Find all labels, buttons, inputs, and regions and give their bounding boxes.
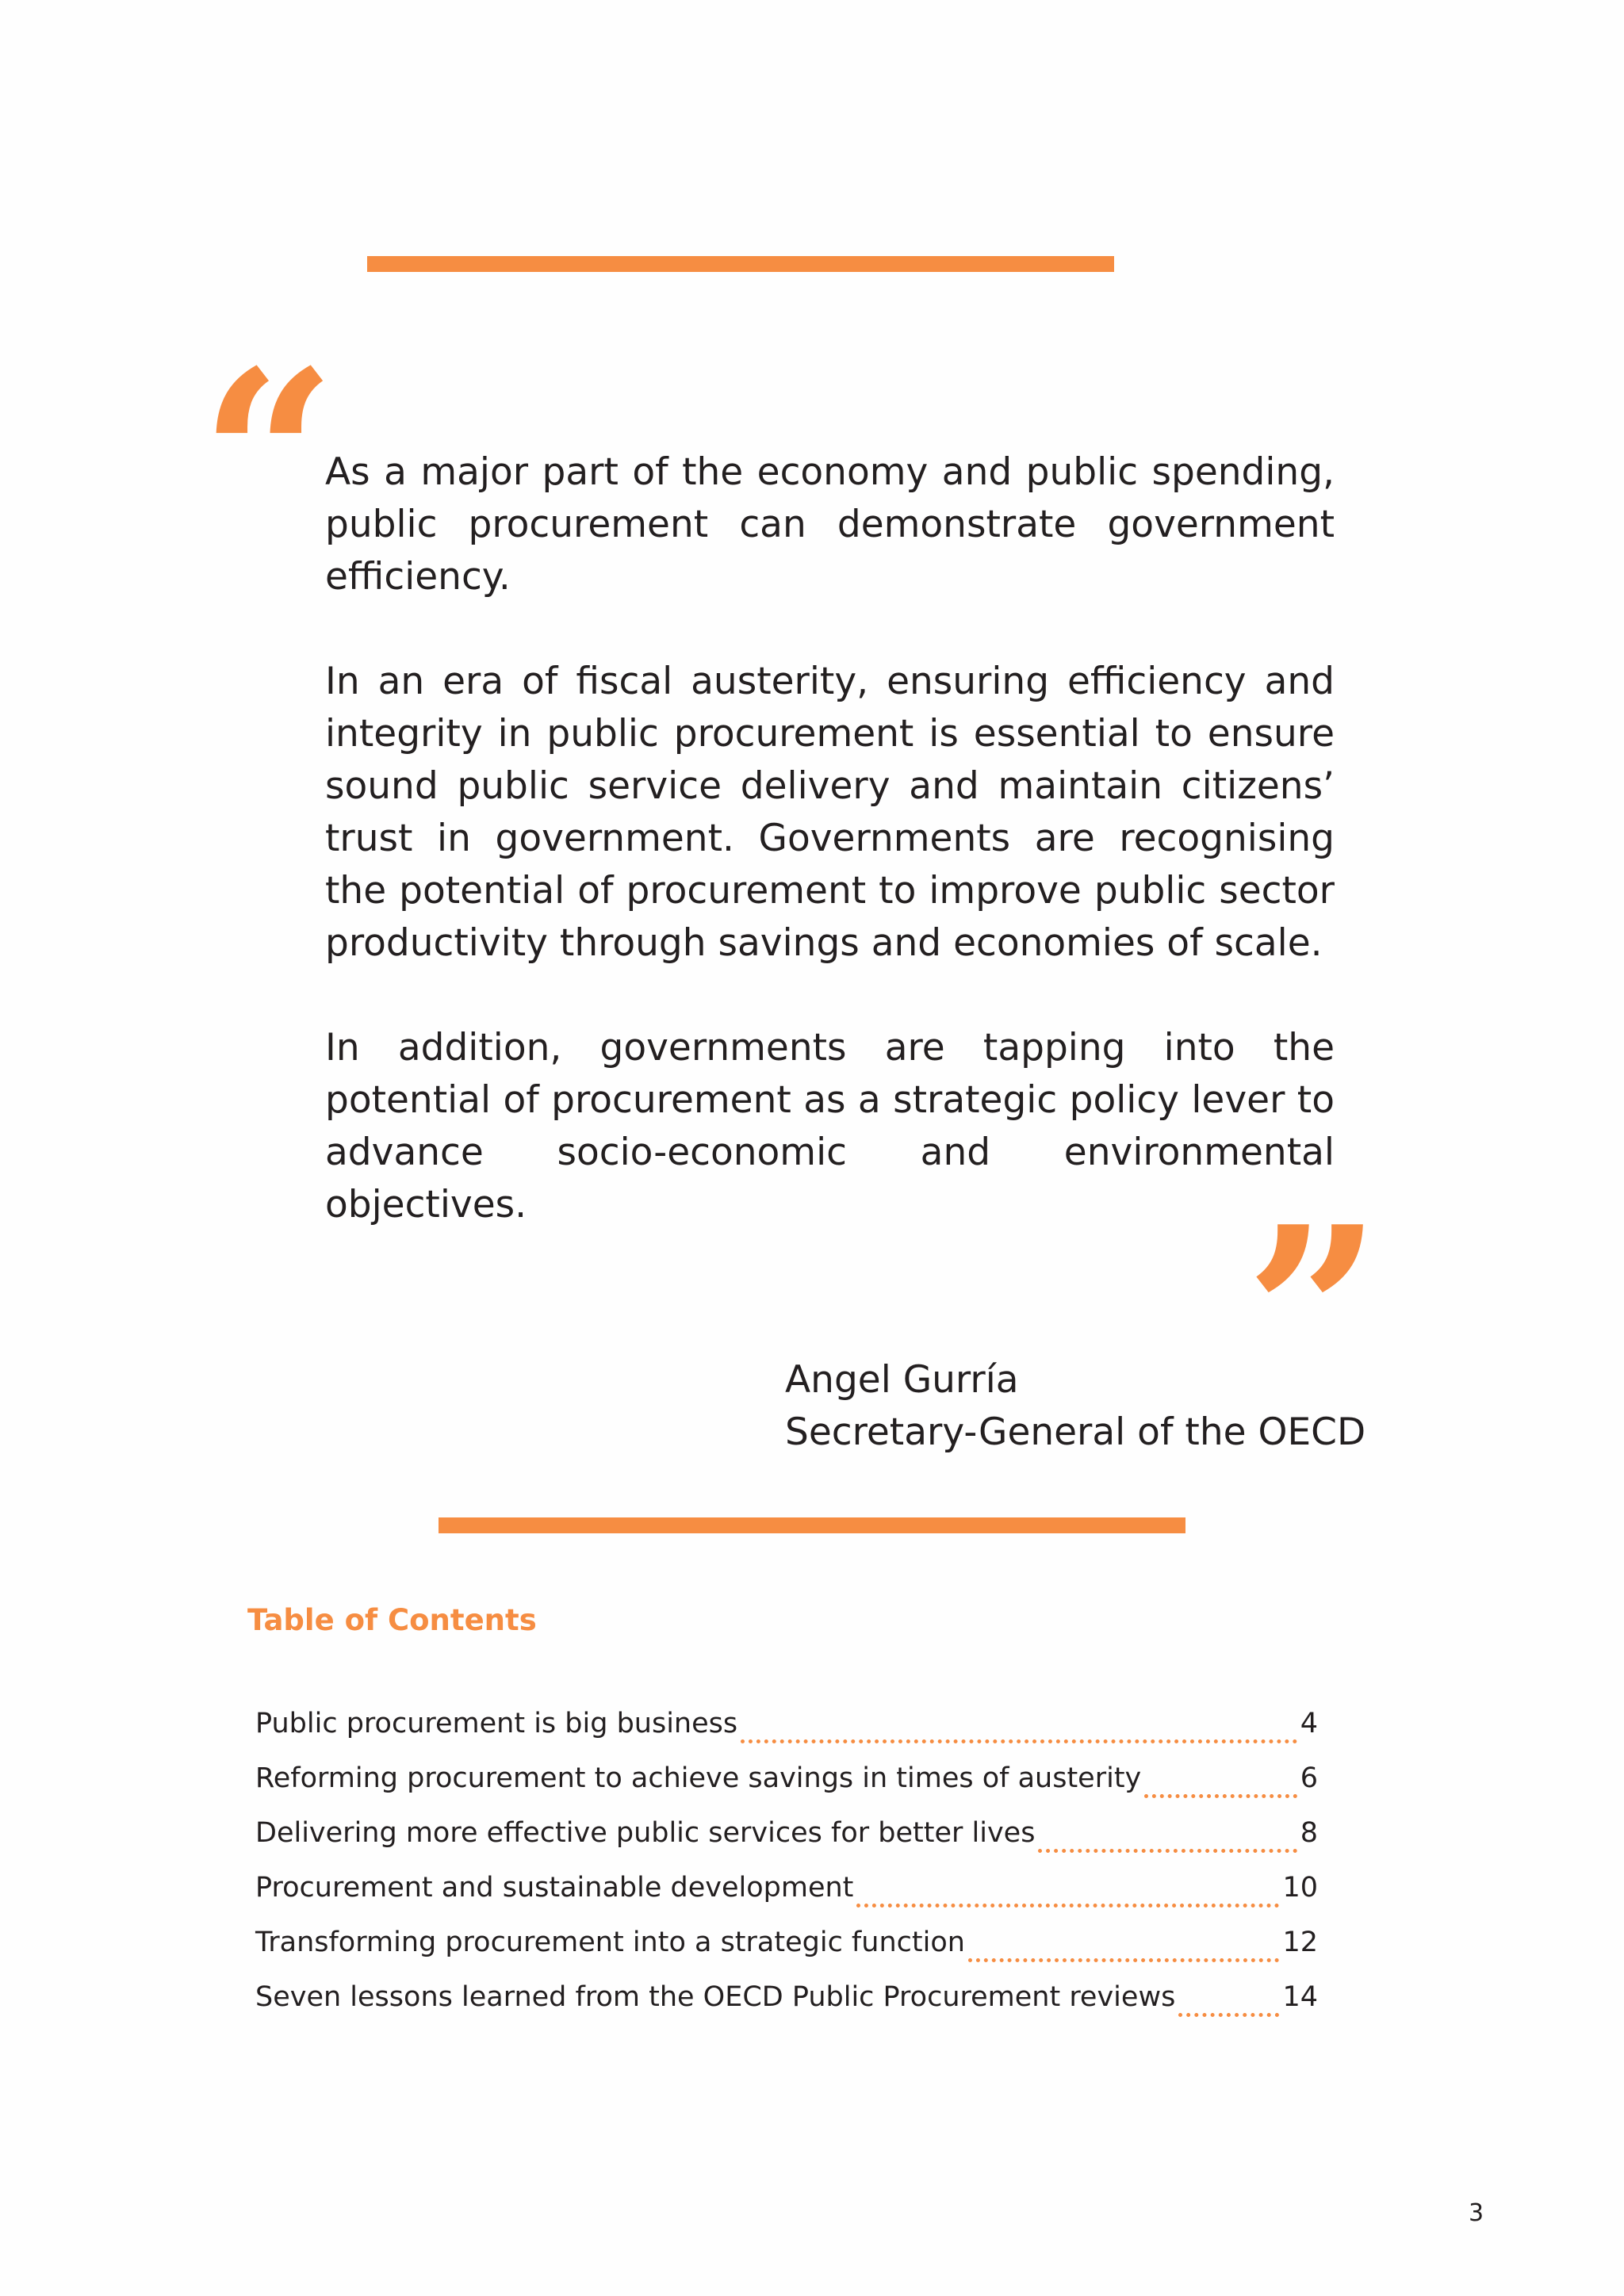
- toc-entry-page: 12: [1282, 1927, 1318, 1958]
- table-of-contents: [255, 1697, 1318, 2025]
- toc-dot-leader: [1144, 1794, 1297, 1798]
- toc-entry-label: Public procurement is big business: [255, 1708, 738, 1739]
- quote-paragraph-3: In addition, governments are tapping into the potential of procurement as a strategic policy lever to advance socio-economic and environmental objectives.: [325, 1026, 1335, 1226]
- toc-entry-label: Seven lessons learned from the OECD Public Procurement reviews: [255, 1981, 1176, 2013]
- attribution-role: Secretary-General of the OECD: [785, 1410, 1366, 1454]
- close-quote-icon: ”: [1245, 1174, 1382, 1454]
- toc-entry-page: 4: [1300, 1708, 1318, 1739]
- toc-entry[interactable]: [255, 1861, 1318, 1915]
- toc-entry[interactable]: [255, 1970, 1318, 2025]
- toc-dot-leader: [1178, 2013, 1279, 2017]
- toc-entry-label: Procurement and sustainable development: [255, 1872, 854, 1904]
- quote-paragraph-1: As a major part of the economy and public spending, public procurement can demonstrate government efficiency.: [325, 450, 1335, 599]
- toc-dot-leader: [1038, 1849, 1297, 1853]
- attribution: [785, 1354, 1388, 1459]
- toc-entry-label: Delivering more effective public services for better lives: [255, 1817, 1036, 1849]
- toc-dot-leader: [968, 1958, 1280, 1962]
- toc-entry-page: 14: [1282, 1981, 1318, 2013]
- quote-paragraph-2: In an era of fiscal austerity, ensuring efficiency and integrity in public procurement is essential to ensure sound public service delivery and maintain citizens’ trust in government. Governments are recognising the potential of procurement to improve public sector productivity through savings and economies of scale.: [325, 660, 1335, 965]
- toc-dot-leader: [856, 1904, 1279, 1908]
- toc-entry[interactable]: [255, 1806, 1318, 1861]
- toc-entry[interactable]: [255, 1915, 1318, 1970]
- toc-entry[interactable]: [255, 1751, 1318, 1806]
- attribution-name: Angel Gurría: [785, 1358, 1019, 1402]
- toc-entry-page: 10: [1282, 1872, 1318, 1904]
- quote-body: [325, 446, 1335, 1231]
- bottom-accent-bar: [439, 1517, 1185, 1533]
- toc-entry[interactable]: [255, 1697, 1318, 1751]
- page-number: 3: [1469, 2199, 1484, 2227]
- toc-entry-label: Transforming procurement into a strategic function: [255, 1927, 965, 1958]
- open-quote-icon: “: [200, 318, 337, 598]
- toc-entry-page: 8: [1300, 1817, 1318, 1849]
- toc-entry-label: Reforming procurement to achieve savings in times of austerity: [255, 1762, 1142, 1794]
- top-accent-bar: [367, 256, 1114, 272]
- toc-title: Table of Contents: [247, 1603, 537, 1637]
- toc-dot-leader: [741, 1739, 1297, 1743]
- toc-entry-page: 6: [1300, 1762, 1318, 1794]
